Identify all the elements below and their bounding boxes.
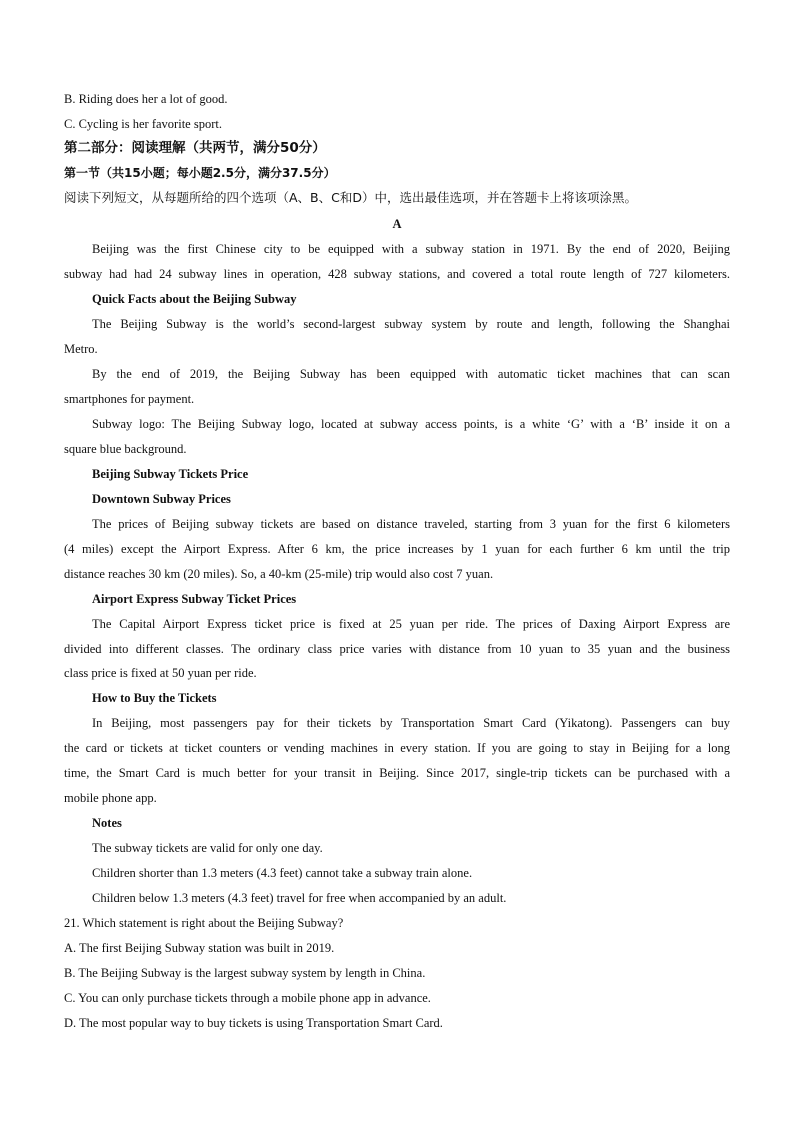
airport-express-heading: Airport Express Subway Ticket Prices <box>92 592 297 606</box>
tickets-price-heading: Beijing Subway Tickets Price <box>92 467 249 481</box>
facts-paragraph-2-line-2: smartphones for payment. <box>64 392 195 406</box>
how-to-buy-heading: How to Buy the Tickets <box>92 691 217 705</box>
intro-line-1: Beijing was the first Chinese city to be equipped with a subway station in 1971. By the end of 2020, Beijing <box>92 242 730 256</box>
intro-line-2: subway had had 24 subway lines in operation, 428 subway stations, and covered a total route length of 727 kilometers. <box>64 267 730 281</box>
facts-paragraph-3-line-1: Subway logo: The Beijing Subway logo, located at subway access points, is a white ‘G’ with a ‘B’ inside it on a <box>92 417 730 431</box>
downtown-line-3: distance reaches 30 km (20 miles). So, a 40-km (25-mile) trip would also cost 7 yuan. <box>64 567 494 581</box>
facts-paragraph-1-line-2: Metro. <box>64 342 98 356</box>
buy-line-2: the card or tickets at ticket counters or vending machines in every station. If you are going to stay in Beijing for a long <box>64 741 730 755</box>
facts-paragraph-1-line-1: The Beijing Subway is the world’s second-largest subway system by route and length, following the Shanghai <box>92 317 730 331</box>
airport-line-2: divided into different classes. The ordinary class price varies with distance from 10 yuan to 35 yuan and the business <box>64 642 730 656</box>
note-3: Children below 1.3 meters (4.3 feet) travel for free when accompanied by an adult. <box>92 891 507 905</box>
buy-line-4: mobile phone app. <box>64 791 157 805</box>
passage-label: A <box>392 217 402 231</box>
quick-facts-heading: Quick Facts about the Beijing Subway <box>92 292 297 306</box>
previous-option-b: B. Riding does her a lot of good. <box>64 92 228 106</box>
note-2: Children shorter than 1.3 meters (4.3 feet) cannot take a subway train alone. <box>92 866 473 880</box>
downtown-line-2: (4 miles) except the Airport Express. After 6 km, the price increases by 1 yuan for each further 6 km until the trip <box>64 542 730 556</box>
part2-heading: 第二部分：阅读理解（共两节，满分50分） <box>64 140 326 156</box>
previous-option-c: C. Cycling is her favorite sport. <box>64 117 222 131</box>
airport-line-1: The Capital Airport Express ticket price is fixed at 25 yuan per ride. The prices of Daxing Airport Express are <box>92 617 730 631</box>
downtown-line-1: The prices of Beijing subway tickets are based on distance traveled, starting from 3 yuan for the first 6 kilometers <box>92 517 730 531</box>
question-21-option-a: A. The first Beijing Subway station was built in 2019. <box>64 941 335 955</box>
question-21-option-b: B. The Beijing Subway is the largest subway system by length in China. <box>64 966 426 980</box>
buy-line-1: In Beijing, most passengers pay for their tickets by Transportation Smart Card (Yikatong). Passengers can buy <box>92 716 730 730</box>
facts-paragraph-3-line-2: square blue background. <box>64 442 187 456</box>
question-21-option-c: C. You can only purchase tickets through a mobile phone app in advance. <box>64 991 431 1005</box>
buy-line-3: time, the Smart Card is much better for your transit in Beijing. Since 2017, single-trip tickets can be purchased with a <box>64 766 730 780</box>
question-21-stem: 21. Which statement is right about the Beijing Subway? <box>64 916 344 930</box>
facts-paragraph-2-line-1: By the end of 2019, the Beijing Subway has been equipped with automatic ticket machines that can scan <box>92 367 730 381</box>
question-21-option-d: D. The most popular way to buy tickets is using Transportation Smart Card. <box>64 1016 443 1030</box>
downtown-prices-heading: Downtown Subway Prices <box>92 492 231 506</box>
reading-instruction: 阅读下列短文，从每题所给的四个选项（A、B、C和D）中，选出最佳选项，并在答题卡上将该项涂黑。 <box>64 190 637 205</box>
airport-line-3: class price is fixed at 50 yuan per ride. <box>64 666 257 680</box>
notes-heading: Notes <box>92 816 122 830</box>
note-1: The subway tickets are valid for only one day. <box>92 841 323 855</box>
section1-heading: 第一节（共15小题；每小题2.5分，满分37.5分） <box>64 166 336 180</box>
